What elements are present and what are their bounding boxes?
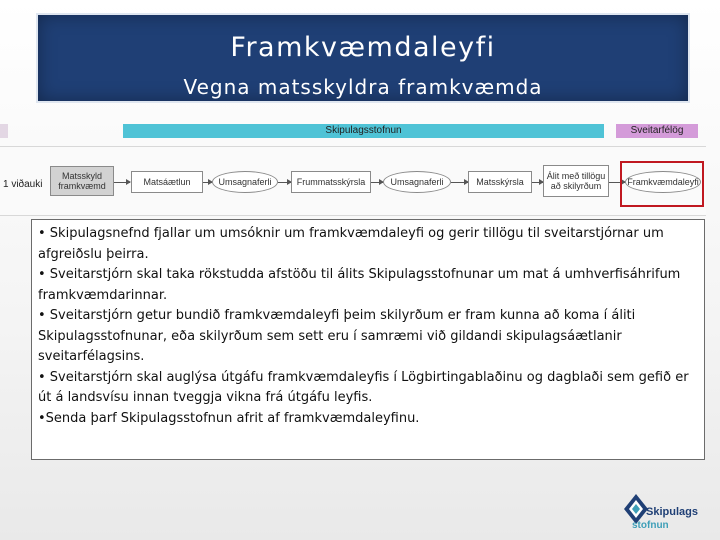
flow-arrow bbox=[532, 182, 543, 183]
step-label: Umsagnaferli bbox=[390, 177, 444, 187]
step-label: Matsáætlun bbox=[143, 177, 191, 187]
flow-arrow bbox=[371, 182, 383, 183]
step-umsagnaferli-2 bbox=[383, 171, 451, 193]
step-label: að skilyrðum bbox=[550, 181, 602, 191]
lane-skipulagsstofnun: Skipulagsstofnun bbox=[123, 124, 604, 138]
step-label: Frummatsskýrsla bbox=[296, 177, 366, 187]
bullet-item: •Senda þarf Skipulagsstofnun afrit af framkvæmdaleyfinu. bbox=[38, 410, 420, 426]
process-diagram bbox=[0, 146, 706, 216]
lane-sveitarfelog: Sveitarfélög bbox=[616, 124, 698, 138]
lane-left-marker bbox=[0, 124, 8, 138]
bullet-item: • Skipulagsnefnd fjallar um umsóknir um framkvæmdaleyfi og gerir tillögu til sveitarstjórnar um afgreiðslu þeirra. bbox=[38, 226, 664, 262]
step-matsskyrsla bbox=[468, 171, 532, 193]
slide-subtitle: Vegna matsskyldra framkvæmda bbox=[183, 75, 543, 99]
flow-arrow bbox=[203, 182, 212, 183]
step-matsaaetlun bbox=[131, 171, 203, 193]
flow-arrow bbox=[114, 182, 130, 183]
flow-arrow bbox=[451, 182, 468, 183]
highlight-box bbox=[620, 161, 704, 207]
step-label: Framkvæmdaleyfi bbox=[627, 177, 699, 187]
slide-title: Framkvæmdaleyfi bbox=[230, 32, 496, 63]
step-alit-med-tillogu bbox=[543, 165, 609, 197]
step-label: framkvæmd bbox=[58, 181, 106, 191]
content-box bbox=[31, 219, 705, 460]
step-label: Álit með tillögu bbox=[546, 171, 606, 181]
step-frummatsskyrsla bbox=[291, 171, 371, 193]
step-label: Umsagnaferli bbox=[218, 177, 272, 187]
row-label: 1 viðauki bbox=[3, 179, 43, 190]
logo-text-line-1: Skipulags bbox=[646, 506, 698, 518]
logo-text-line-2: stofnun bbox=[632, 520, 669, 531]
step-matsskyld-framkvaemd bbox=[50, 166, 114, 196]
bullet-item: • Sveitarstjórn getur bundið framkvæmdaleyfi þeim skilyrðum er fram kunna að koma í áliti Skipulagsstofnunar, eða skilyrðum sem sett eru í samræmi við gildandi skipulagsáætlanir sveitarfélagsins. bbox=[38, 308, 636, 364]
step-label: Matsskýrsla bbox=[476, 177, 524, 187]
step-label: Matsskyld bbox=[61, 171, 102, 181]
flow-arrow bbox=[278, 182, 291, 183]
bullet-item: • Sveitarstjórn skal auglýsa útgáfu framkvæmdaleyfis í Lögbirtingablaðinu og dagblaði sem gefið er út á landsvísu innan tveggja vikna frá útgáfu leyfis. bbox=[38, 369, 689, 405]
step-umsagnaferli-1 bbox=[212, 171, 278, 193]
title-banner bbox=[36, 13, 690, 103]
bullet-item: • Sveitarstjórn skal taka rökstudda afstöðu til álits Skipulagsstofnunar um mat á umhverfisáhrifum framkvæmdarinnar. bbox=[38, 267, 681, 303]
